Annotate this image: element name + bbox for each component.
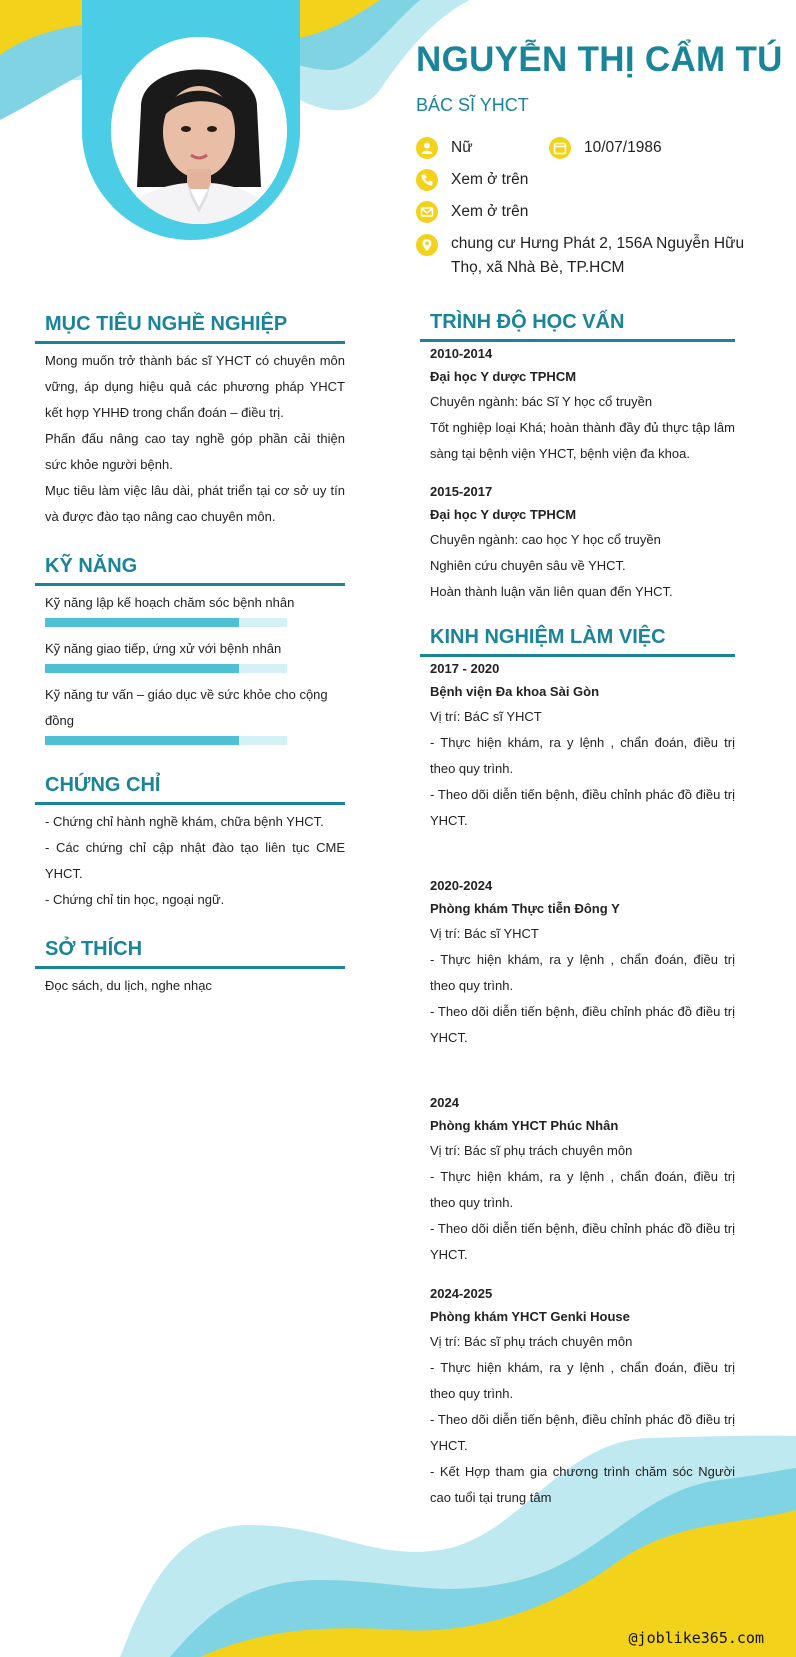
experience-line: Vị trí: BáC sĩ YHCT	[430, 709, 542, 724]
certificate-line: - Các chứng chỉ cập nhật đào tạo liên tục CME YHCT.	[45, 840, 345, 881]
experience-line: - Thực hiện khám, ra y lệnh , chẩn đoán, điều trị theo quy trình.	[430, 735, 735, 776]
hobbies-heading: SỞ THÍCH	[45, 938, 143, 960]
objective-line: Mong muốn trở thành bác sĩ YHCT có chuyên môn vững, áp dụng hiệu quả các phương pháp YHCT kết hợp YHHĐ trong chẩn đoán – điều trị.	[45, 353, 345, 420]
gender-text: Nữ	[451, 139, 473, 156]
skill-label: Kỹ năng lập kế hoạch chăm sóc bệnh nhân	[45, 595, 295, 610]
experience-heading: KINH NGHIỆM LÀM VIỆC	[430, 626, 666, 648]
experience-entry	[430, 658, 735, 834]
hobbies-rule	[35, 966, 345, 969]
certificates-text	[45, 809, 345, 913]
experience-line: Vị trí: Bác sĩ phụ trách chuyên môn	[430, 1334, 633, 1349]
experience-years: 2017 - 2020	[430, 661, 500, 676]
experience-org: Phòng khám Thực tiễn Đông Y	[430, 901, 620, 916]
experience-line: - Thực hiện khám, ra y lệnh , chẩn đoán, điều trị theo quy trình.	[430, 952, 735, 993]
hobbies-text: Đọc sách, du lịch, nghe nhạc	[45, 978, 212, 993]
education-line: Chuyên ngành: cao học Y học cổ truyền	[430, 532, 661, 547]
education-line: Chuyên ngành: bác Sĩ Y học cổ truyền	[430, 394, 653, 409]
education-years: 2015-2017	[430, 484, 493, 499]
education-entry	[430, 343, 735, 467]
experience-line: - Theo dõi diễn tiến bệnh, điều chỉnh phác đồ điều trị YHCT.	[430, 787, 735, 828]
phone-icon	[416, 169, 438, 191]
experience-entry	[430, 875, 735, 1051]
experience-org: Phòng khám YHCT Genki House	[430, 1309, 630, 1324]
experience-years: 2024-2025	[430, 1286, 493, 1301]
education-line: Nghiên cứu chuyên sâu về YHCT.	[430, 558, 626, 573]
location-icon	[416, 234, 438, 256]
experience-line: - Thực hiện khám, ra y lệnh , chẩn đoán, điều trị theo quy trình.	[430, 1360, 735, 1401]
education-years: 2010-2014	[430, 346, 493, 361]
skill-label: Kỹ năng tư vấn – giáo dục về sức khỏe cho cộng đồng	[45, 687, 328, 728]
skill-label: Kỹ năng giao tiếp, ứng xử với bệnh nhân	[45, 641, 282, 656]
skill-bar-fill	[45, 736, 239, 745]
skill-bar-fill	[45, 618, 239, 627]
objective-line: Mục tiêu làm việc lâu dài, phát triển tại cơ sở uy tín và được đào tạo nâng cao chuyên môn.	[45, 483, 345, 524]
portrait-illustration	[111, 37, 287, 224]
calendar-icon	[549, 137, 571, 159]
profile-photo	[111, 37, 287, 224]
experience-line: Vị trí: Bác sĩ phụ trách chuyên môn	[430, 1143, 633, 1158]
education-line: Hoàn thành luận văn liên quan đến YHCT.	[430, 584, 673, 599]
address-text: chung cư Hưng Phát 2, 156A Nguyễn Hữu Thọ, xã Nhà Bè, TP.HCM	[451, 235, 745, 276]
experience-org: Bệnh viện Đa khoa Sài Gòn	[430, 684, 600, 699]
objective-rule	[35, 341, 345, 344]
email-icon	[416, 201, 438, 223]
email-text: Xem ở trên	[451, 203, 529, 220]
experience-line: - Theo dõi diễn tiến bệnh, điều chỉnh phác đồ điều trị YHCT.	[430, 1412, 735, 1453]
education-rule	[420, 339, 735, 342]
education-school: Đại học Y dược TPHCM	[430, 369, 577, 384]
experience-line: - Theo dõi diễn tiến bệnh, điều chỉnh phác đồ điều trị YHCT.	[430, 1221, 735, 1262]
watermark-text: @joblike365.com	[628, 1629, 764, 1647]
experience-line: - Kết Hợp tham gia chương trình chăm sóc Người cao tuổi tại trung tâm	[430, 1464, 735, 1505]
phone-text: Xem ở trên	[451, 171, 529, 188]
experience-org: Phòng khám YHCT Phúc Nhân	[430, 1118, 619, 1133]
certificates-rule	[35, 802, 345, 805]
experience-line: - Theo dõi diễn tiến bệnh, điều chỉnh phác đồ điều trị YHCT.	[430, 1004, 735, 1045]
experience-years: 2020-2024	[430, 878, 493, 893]
experience-entry	[430, 1092, 735, 1268]
skills-rule	[35, 583, 345, 586]
certificates-heading: CHỨNG CHỈ	[45, 774, 161, 796]
experience-years: 2024	[430, 1095, 459, 1110]
skill-bar-fill	[45, 664, 239, 673]
education-entry	[430, 481, 735, 605]
certificate-line: - Chứng chỉ tin học, ngoại ngữ.	[45, 892, 225, 907]
experience-rule	[420, 654, 735, 657]
candidate-name: NGUYỄN THỊ CẨM TÚ	[416, 40, 783, 79]
education-heading: TRÌNH ĐỘ HỌC VẤN	[430, 311, 625, 333]
job-title: BÁC SĨ YHCT	[416, 95, 529, 115]
objective-line: Phấn đấu nâng cao tay nghề góp phần cải thiện sức khỏe người bệnh.	[45, 431, 345, 472]
education-school: Đại học Y dược TPHCM	[430, 507, 577, 522]
birthday-text: 10/07/1986	[584, 139, 662, 156]
skills-heading: KỸ NĂNG	[45, 555, 138, 577]
experience-entry	[430, 1283, 735, 1511]
skill-bar	[45, 618, 287, 627]
certificate-line: - Chứng chỉ hành nghề khám, chữa bệnh YHCT.	[45, 814, 324, 829]
experience-line: Vị trí: Bác sĩ YHCT	[430, 926, 539, 941]
skill-bar	[45, 736, 287, 745]
person-icon	[416, 137, 438, 159]
skill-bar	[45, 664, 287, 673]
objective-text	[45, 348, 345, 530]
objective-heading: MỤC TIÊU NGHỀ NGHIỆP	[45, 313, 288, 335]
experience-line: - Thực hiện khám, ra y lệnh , chẩn đoán, điều trị theo quy trình.	[430, 1169, 735, 1210]
education-line: Tốt nghiệp loại Khá; hoàn thành đầy đủ thực tập lâm sàng tại bệnh viện YHCT, bệnh viện đa khoa.	[430, 420, 735, 461]
